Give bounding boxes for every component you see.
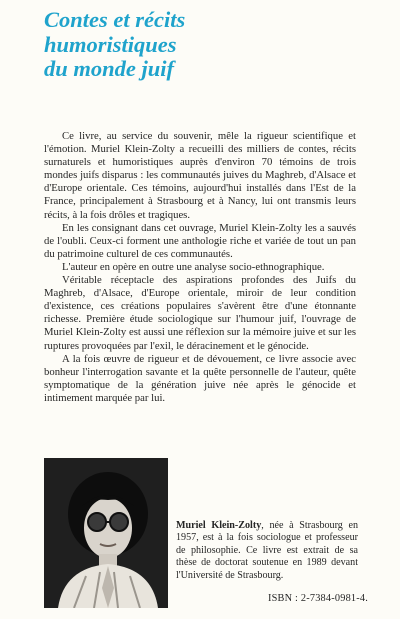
author-bio — [176, 520, 358, 582]
blurb-paragraph-3: L'auteur en opère en outre une analyse socio-ethnographique. — [62, 260, 325, 273]
blurb-paragraph-5: A la fois œuvre de rigueur et de dévouement, ce livre associe avec bonheur l'interrogation savante et la quête personnelle de l'auteur, quête symptomatique de la génération juive née après le génocide et intimement marquée par lui. — [44, 352, 356, 404]
title-line-1: Contes et récits — [44, 7, 186, 32]
blurb-paragraph-1: Ce livre, au service du souvenir, mêle la rigueur scientifique et l'émotion. Muriel Klein-Zolty a recueilli des milliers de contes, récits surnaturels et humoristiques auprès d'environ 70 témoins de trois mondes juifs disparus : les communautés juives du Maghreb, d'Alsace et d'Europe orientale. Ces témoins, aujourd'hui installés dans l'Est de la France, principalement à Strasbourg et à Nancy, lui ont transmis leurs récits, à la fois drôles et tragiques. — [44, 130, 356, 221]
title-line-2: humoristiques — [44, 31, 177, 57]
author-bio-text: , née à Strasbourg en 1957, est à la fois sociologue et professeur de philosophie. Ce livre est extrait de sa thèse de doctorat soutenue en 1989 devant l'Université de Strasbourg. — [176, 520, 359, 581]
isbn: ISBN : 2-7384-0981-4. — [268, 593, 369, 604]
title-line-3: du monde juif — [44, 56, 175, 81]
author-name: Muriel Klein-Zolty — [176, 520, 262, 531]
author-photo — [44, 458, 168, 608]
author-portrait-icon — [44, 458, 168, 608]
book-title — [44, 8, 374, 82]
blurb-paragraph-4: Véritable réceptacle des aspirations profondes des Juifs du Maghreb, d'Alsace, d'Europe orientale, miroir de leur condition d'existence, ces créations populaires s'avèrent être d'une étonnante richesse. Première étude sociologique sur l'humour juif, l'ouvrage de Muriel Klein-Zolty est aussi une réflexion sur la mémoire juive et sur les ruptures provoquées par l'exil, le déracinement et le génocide. — [44, 274, 356, 352]
blurb-paragraph-2: En les consignant dans cet ouvrage, Muriel Klein-Zolty les a sauvés de l'oubli. Ceux-ci forment une anthologie riche et variée de tout un pan du patrimoine culturel de ces communautés. — [44, 221, 356, 260]
blurb-text — [44, 130, 356, 405]
